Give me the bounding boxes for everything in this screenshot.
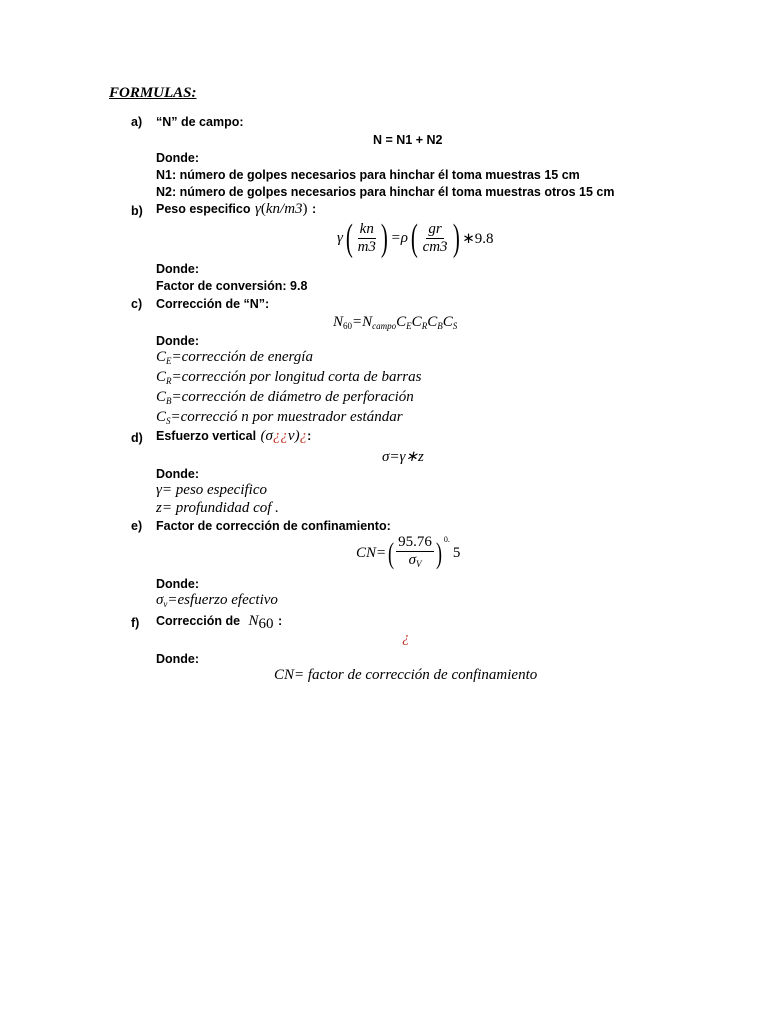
heading-peso-especifico: Peso especifico γ(kn/m3) : bbox=[156, 201, 317, 217]
heading-correccion-n60: Corrección de $N_{60}$ : bbox=[156, 613, 283, 632]
heading-esfuerzo-vertical: Esfuerzo vertical (σ¿¿v)¿: bbox=[156, 428, 312, 444]
page-title: FORMULAS: bbox=[109, 85, 197, 101]
red-mark: ¿ bbox=[299, 428, 308, 444]
item-label-b: b) bbox=[131, 204, 143, 218]
heading-n-campo: “N” de campo: bbox=[156, 115, 244, 129]
donde-f: Donde: bbox=[156, 652, 200, 666]
item-label-f: f) bbox=[131, 616, 140, 630]
formula-cn: CN= ( $\frac{95.76}{\sigma_V}$ ) 0. 5 bbox=[356, 534, 461, 570]
donde-e: Donde: bbox=[156, 577, 200, 591]
item-label-d: d) bbox=[131, 431, 143, 445]
def-n2: N2: número de golpes necesarios para hinchar él toma muestras otros 15 cm bbox=[156, 185, 615, 199]
formula-n-campo: N = N1 + N2 bbox=[373, 133, 443, 147]
item-label-c: c) bbox=[131, 297, 143, 311]
heading-factor-confinamiento: Factor de corrección de confinamiento: bbox=[156, 519, 391, 533]
red-mark-f: ¿ bbox=[402, 630, 410, 646]
formula-peso-especifico: γ ( $\frac{kn}{m3}$ ) =ρ ( $\frac{gr}{cm3}$ ) ∗9.8 bbox=[337, 217, 494, 259]
def-cb: $C_B=corrección$ de diámetro de perforación bbox=[156, 389, 414, 406]
donde-c: Donde: bbox=[156, 334, 200, 348]
def-n1: N1: número de golpes necesarios para hinchar él toma muestras 15 cm bbox=[156, 168, 580, 182]
def-cn: CN= factor de corrección de confinamiento bbox=[274, 667, 538, 683]
def-ce: $C_E=corrección$ de energía bbox=[156, 349, 313, 366]
def-z: z= profundidad cof . bbox=[156, 500, 279, 516]
heading-correccion-n: Corrección de “N”: bbox=[156, 297, 270, 311]
def-cr: $C_R=corrección$ por longitud corta de barras bbox=[156, 369, 422, 386]
donde-d: Donde: bbox=[156, 467, 200, 481]
factor-conversion: Factor de conversión: 9.8 bbox=[156, 279, 308, 293]
item-label-a: a) bbox=[131, 115, 143, 129]
donde-b: Donde: bbox=[156, 262, 200, 276]
red-mark: ¿¿ bbox=[272, 428, 288, 444]
def-gamma: γ= peso especifico bbox=[156, 482, 267, 498]
def-cs: $C_S=correcció$ n por muestrador estándar bbox=[156, 409, 403, 426]
formula-n60: $N_{60}=N_{campo}C_EC_RC_BC_S$ bbox=[333, 314, 458, 331]
formula-sigma: σ=γ∗z bbox=[382, 449, 424, 465]
def-sigma-v: $\sigma_v=esfuerzo$ efectivo bbox=[156, 592, 278, 609]
donde-a: Donde: bbox=[156, 151, 200, 165]
item-label-e: e) bbox=[131, 519, 143, 533]
heading-gamma: γ bbox=[254, 201, 261, 217]
